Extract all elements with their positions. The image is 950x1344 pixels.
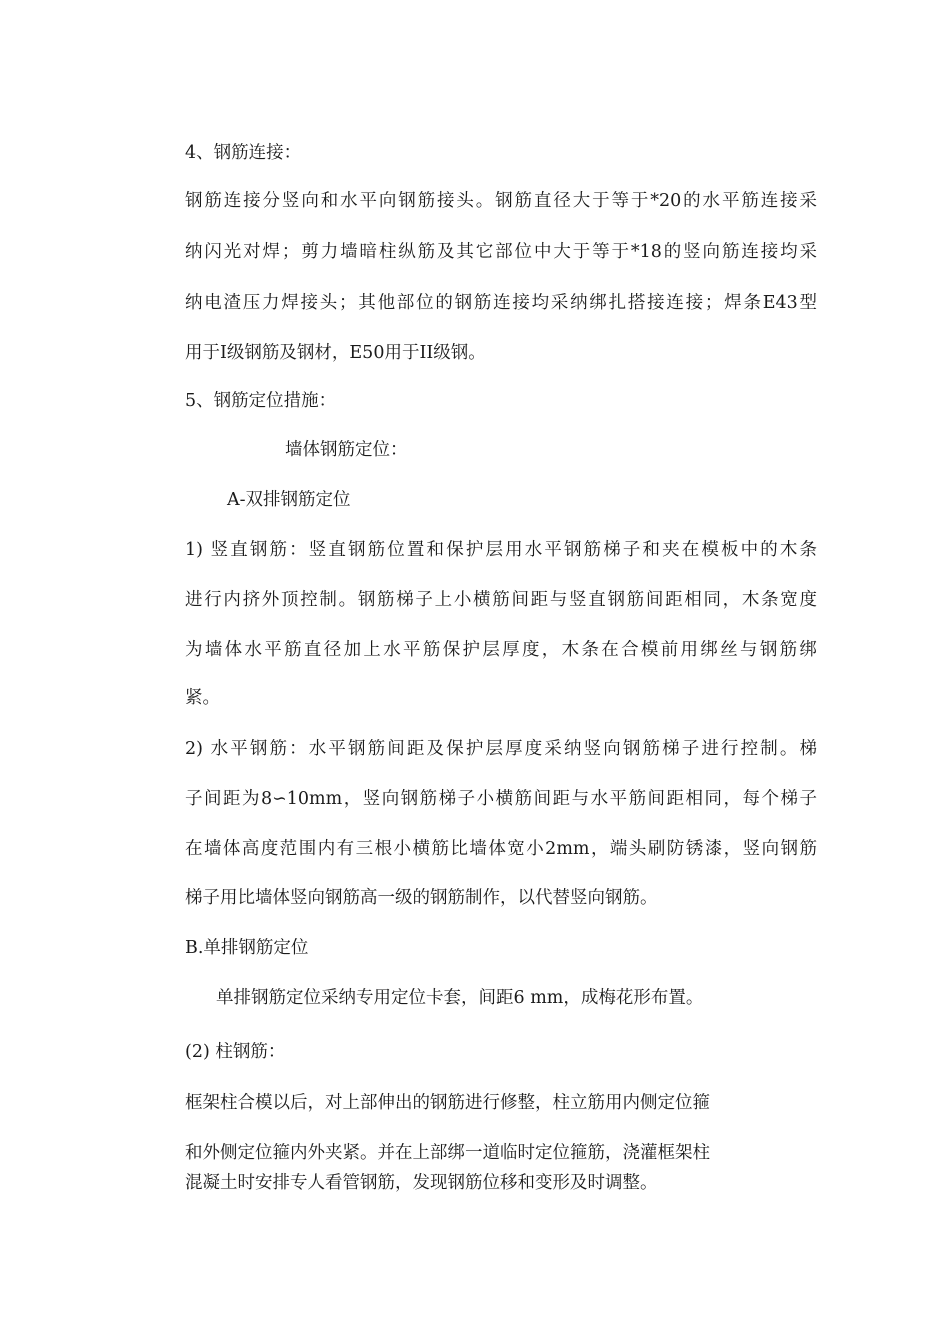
subheading-wall-rebar-positioning: 墙体钢筋定位： (285, 440, 408, 460)
paragraph-line: 子间距为8∽10mm，竖向钢筋梯子小横筋间距与水平筋间距相同，每个梯子 (185, 789, 817, 809)
paragraph-line: 钢筋连接分竖向和水平向钢筋接头。钢筋直径大于等于*20的水平筋连接采 (185, 191, 817, 211)
paragraph-line: 混凝土时安排专人看管钢筋，发现钢筋位移和变形及时调整。 (185, 1173, 658, 1193)
paragraph-line: 纳闪光对焊；剪力墙暗柱纵筋及其它部位中大于等于*18的竖向筋连接均采 (185, 242, 817, 262)
subheading-single-row: B.单排钢筋定位 (185, 938, 309, 958)
subheading-double-row: A-双排钢筋定位 (227, 490, 351, 510)
paragraph-line: 梯子用比墙体竖向钢筋高一级的钢筋制作，以代替竖向钢筋。 (185, 888, 658, 908)
paragraph-line: 进行内挤外顶控制。钢筋梯子上小横筋间距与竖直钢筋间距相同，木条宽度 (185, 590, 817, 610)
paragraph-line: 1) 竖直钢筋：竖直钢筋位置和保护层用水平钢筋梯子和夹在模板中的木条 (185, 540, 817, 560)
paragraph-line: 框架柱合模以后，对上部伸出的钢筋进行修整，柱立筋用内侧定位箍 (185, 1093, 710, 1113)
paragraph-line: 单排钢筋定位采纳专用定位卡套，间距6 mm，成梅花形布置。 (216, 988, 704, 1008)
heading-4-rebar-connection: 4、钢筋连接： (185, 143, 302, 163)
paragraph-line: 和外侧定位箍内外夹紧。并在上部绑一道临时定位箍筋，浇灌框架柱 (185, 1143, 710, 1163)
paragraph-line: 用于Ⅰ级钢筋及钢材，E50用于II级钢。 (185, 343, 486, 363)
subheading-column-rebar: (2) 柱钢筋： (185, 1042, 286, 1062)
heading-5-rebar-positioning: 5、钢筋定位措施： (185, 391, 337, 411)
paragraph-line: 为墙体水平筋直径加上水平筋保护层厚度，木条在合模前用绑丝与钢筋绑 (185, 640, 817, 660)
paragraph-line: 纳电渣压力焊接头；其他部位的钢筋连接均采纳绑扎搭接连接；焊条E43型 (185, 293, 817, 313)
paragraph-line: 在墙体高度范围内有三根小横筋比墙体宽小2mm，端头刷防锈漆，竖向钢筋 (185, 839, 817, 859)
paragraph-line: 2) 水平钢筋：水平钢筋间距及保护层厚度采纳竖向钢筋梯子进行控制。梯 (185, 739, 817, 759)
paragraph-line: 紧。 (185, 688, 220, 708)
